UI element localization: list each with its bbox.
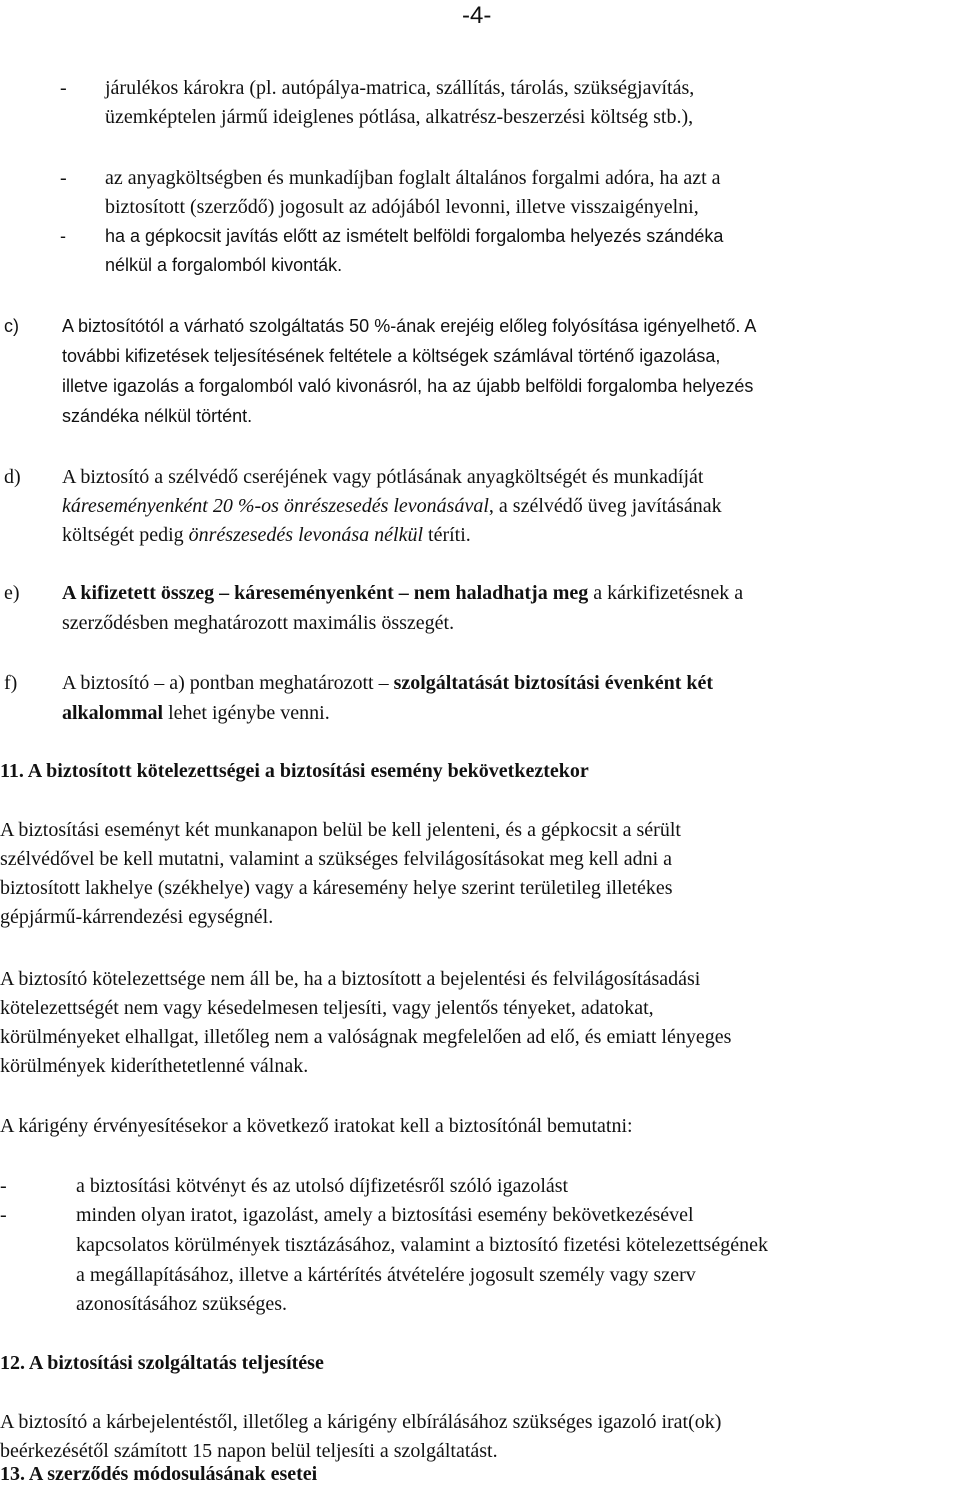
section-heading: 11. A biztosított kötelezettségei a biztosítási esemény bekövetkeztekor [0, 760, 589, 782]
item-text: szándéka nélkül történt. [62, 406, 253, 426]
item-text: , a szélvédő üveg javításának [488, 495, 722, 517]
item-text-line [62, 492, 722, 521]
item-label: d) [4, 466, 21, 488]
list-item-text: járulékos károkra (pl. autópálya-matrica, szállítás, tárolás, szükségjavítás, [105, 77, 695, 99]
bullet-dash: - [0, 1175, 7, 1197]
section-heading: 13. A szerződés módosulásának esetei [0, 1463, 318, 1485]
list-item-text: azonosításához szükséges. [76, 1293, 288, 1315]
item-label: e) [4, 582, 20, 604]
paragraph-line: körülmények kideríthetetlenné válnak. [0, 1055, 309, 1077]
list-item-text: biztosított (szerződő) jogosult az adójából levonni, illetve visszaigényelni, [105, 196, 699, 218]
list-item-text: kapcsolatos körülmények tisztázásához, valamint a biztosító fizetési kötelezettségének [76, 1234, 768, 1256]
item-text: illetve igazolás a forgalomból való kivonásról, ha az újabb belföldi forgalomba helyezés [62, 376, 754, 396]
italic-phrase: önrészesedés levonása nélkül [188, 524, 424, 546]
bullet-dash: - [60, 167, 67, 189]
paragraph-line: A kárigény érvényesítésekor a következő iratokat kell a biztosítónál bemutatni: [0, 1115, 633, 1137]
item-label: c) [4, 316, 19, 336]
section-heading: 12. A biztosítási szolgáltatás teljesítése [0, 1352, 324, 1374]
item-text: A biztosítótól a várható szolgáltatás 50 %-ának erejéig előleg folyósítása igényelhető. A [62, 316, 757, 336]
item-text: a kárkifizetésnek a [588, 582, 744, 604]
paragraph-line: körülményeket elhallgat, illetőleg nem a valóságnak megfelelően ad elő, és emiatt lényeges [0, 1026, 732, 1048]
bullet-dash: - [60, 77, 67, 99]
paragraph-line: kötelezettségét nem vagy késedelmesen teljesíti, vagy jelentős tényeket, adatokat, [0, 997, 654, 1019]
list-item-text: nélkül a forgalomból kivonták. [105, 255, 343, 275]
list-item-text: ha a gépkocsit javítás előtt az ismételt belföldi forgalomba helyezés szándéka [105, 226, 724, 246]
bold-phrase: alkalommal [62, 702, 164, 724]
page-number: -4- [462, 2, 492, 29]
paragraph-line: beérkezésétől számított 15 napon belül teljesíti a szolgáltatást. [0, 1440, 498, 1462]
bold-phrase: szolgáltatását biztosítási évenként két [393, 672, 714, 694]
list-item-text: a biztosítási kötvényt és az utolsó díjfizetésről szóló igazolást [76, 1175, 569, 1197]
paragraph-line: A biztosító a kárbejelentéstől, illetőleg a kárigény elbírálásához szükséges igazoló irat(ok) [0, 1411, 722, 1433]
item-text: lehet igénybe venni. [163, 702, 330, 724]
item-text-line [62, 521, 471, 550]
item-text: szerződésben meghatározott maximális összegét. [62, 612, 455, 634]
item-text: további kifizetések teljesítésének feltétele a költségek számlával történő igazolása, [62, 346, 721, 366]
list-item-text: a megállapításához, illetve a kártérítés átvételére jogosult személy vagy szerv [76, 1264, 696, 1286]
paragraph-line: A biztosító kötelezettsége nem áll be, ha a biztosított a bejelentési és felvilágosításadási [0, 968, 701, 990]
list-item-text: minden olyan iratot, igazolást, amely a biztosítási esemény bekövetkezésével [76, 1204, 694, 1226]
item-text-line [62, 699, 330, 728]
bullet-dash: - [0, 1204, 7, 1226]
paragraph-line: biztosított lakhelye (székhelye) vagy a káresemény helye szerint területileg illetékes [0, 877, 673, 899]
bullet-dash: - [60, 226, 66, 246]
item-text-line [62, 669, 713, 698]
item-label: f) [4, 672, 18, 694]
item-text-line [62, 579, 743, 608]
paragraph-line: szélvédővel be kell mutatni, valamint a szükséges felvilágosításokat meg kell adni a [0, 848, 673, 870]
paragraph-line: gépjármű-kárrendezési egységnél. [0, 906, 274, 928]
item-text: téríti. [423, 524, 471, 546]
italic-phrase: káreseményenként 20 %-os önrészesedés levonásával [62, 495, 489, 517]
item-text: költségét pedig [62, 524, 189, 546]
item-text: A biztosító a szélvédő cseréjének vagy pótlásának anyagköltségét és munkadíját [62, 466, 704, 488]
item-text: A biztosító – a) pontban meghatározott – [62, 672, 394, 694]
bold-phrase: A kifizetett összeg – káreseményenként – nem haladhatja meg [62, 582, 589, 604]
list-item-text: üzemképtelen jármű ideiglenes pótlása, alkatrész-beszerzési költség stb.), [105, 106, 694, 128]
paragraph-line: A biztosítási eseményt két munkanapon belül be kell jelenteni, és a gépkocsit a sérült [0, 819, 681, 841]
list-item-text: az anyagköltségben és munkadíjban foglalt általános forgalmi adóra, ha azt a [105, 167, 721, 189]
